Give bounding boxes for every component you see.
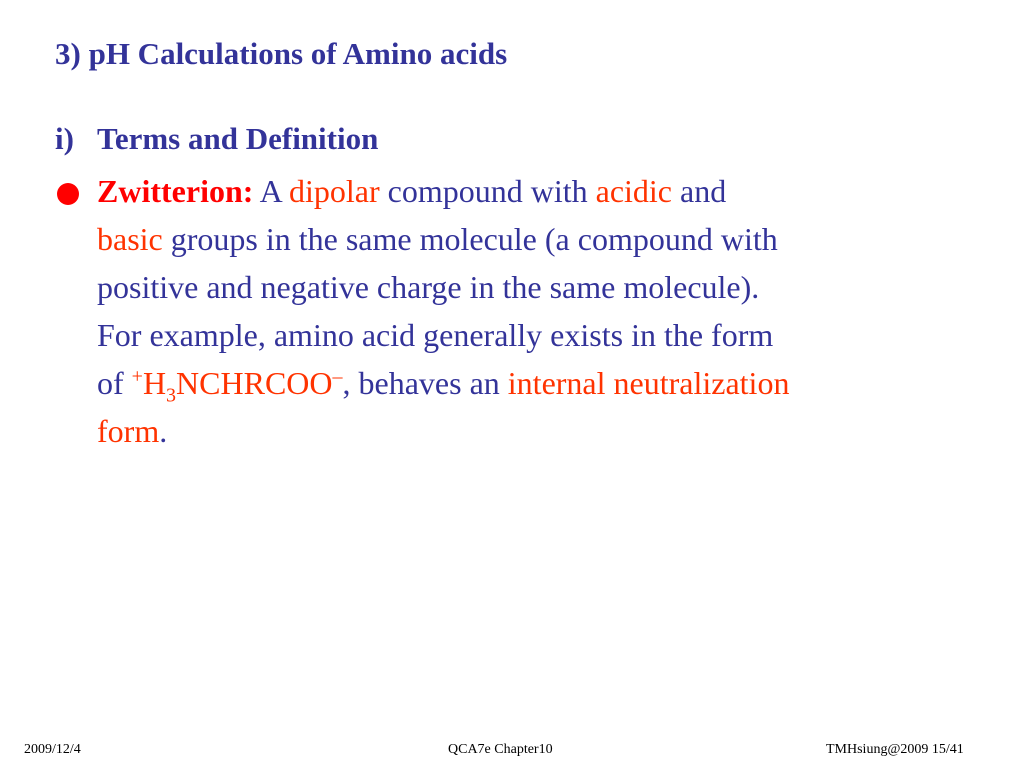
highlight-basic: basic (97, 221, 163, 257)
bullet-line-1 (97, 167, 977, 215)
footer-author-page: TMHsiung@2009 15/41 (826, 742, 964, 757)
text-fragment: groups in the same molecule (a compound with (162, 221, 778, 257)
text-fragment: . (159, 413, 168, 449)
section-heading (55, 121, 378, 157)
slide-title: 3) pH Calculations of Amino acids (55, 36, 508, 71)
text-fragment: and (672, 173, 727, 209)
bullet-line-2 (97, 215, 977, 263)
highlight-internal-neutralization: internal neutralization (507, 365, 790, 401)
formula-rest: NCHRCOO (176, 365, 333, 401)
formula-plus-sign: + (131, 365, 143, 388)
bullet-line-6 (97, 407, 977, 455)
bullet-text (97, 167, 977, 455)
term-zwitterion: Zwitterion: (97, 173, 254, 209)
text-fragment: of (97, 365, 132, 401)
highlight-dipolar: dipolar (288, 173, 380, 209)
footer-date: 2009/12/4 (24, 742, 81, 757)
formula-minus-sign: – (332, 365, 343, 388)
formula-h: H (142, 365, 167, 401)
text-fragment: compound with (379, 173, 596, 209)
bullet-line-4: For example, amino acid generally exists in the form (97, 317, 774, 353)
section-number: i) (55, 121, 74, 156)
bullet-dot-icon (57, 183, 79, 205)
highlight-acidic: acidic (595, 173, 672, 209)
text-fragment: A (253, 173, 289, 209)
bullet-line-5 (97, 359, 977, 407)
highlight-form: form (97, 413, 160, 449)
text-fragment: , behaves an (342, 365, 508, 401)
section-heading-text: Terms and Definition (97, 121, 379, 156)
bullet-line-3: positive and negative charge in the same molecule). (97, 269, 760, 305)
formula-subscript-3: 3 (166, 384, 177, 407)
footer-chapter: QCA7e Chapter10 (448, 742, 553, 757)
